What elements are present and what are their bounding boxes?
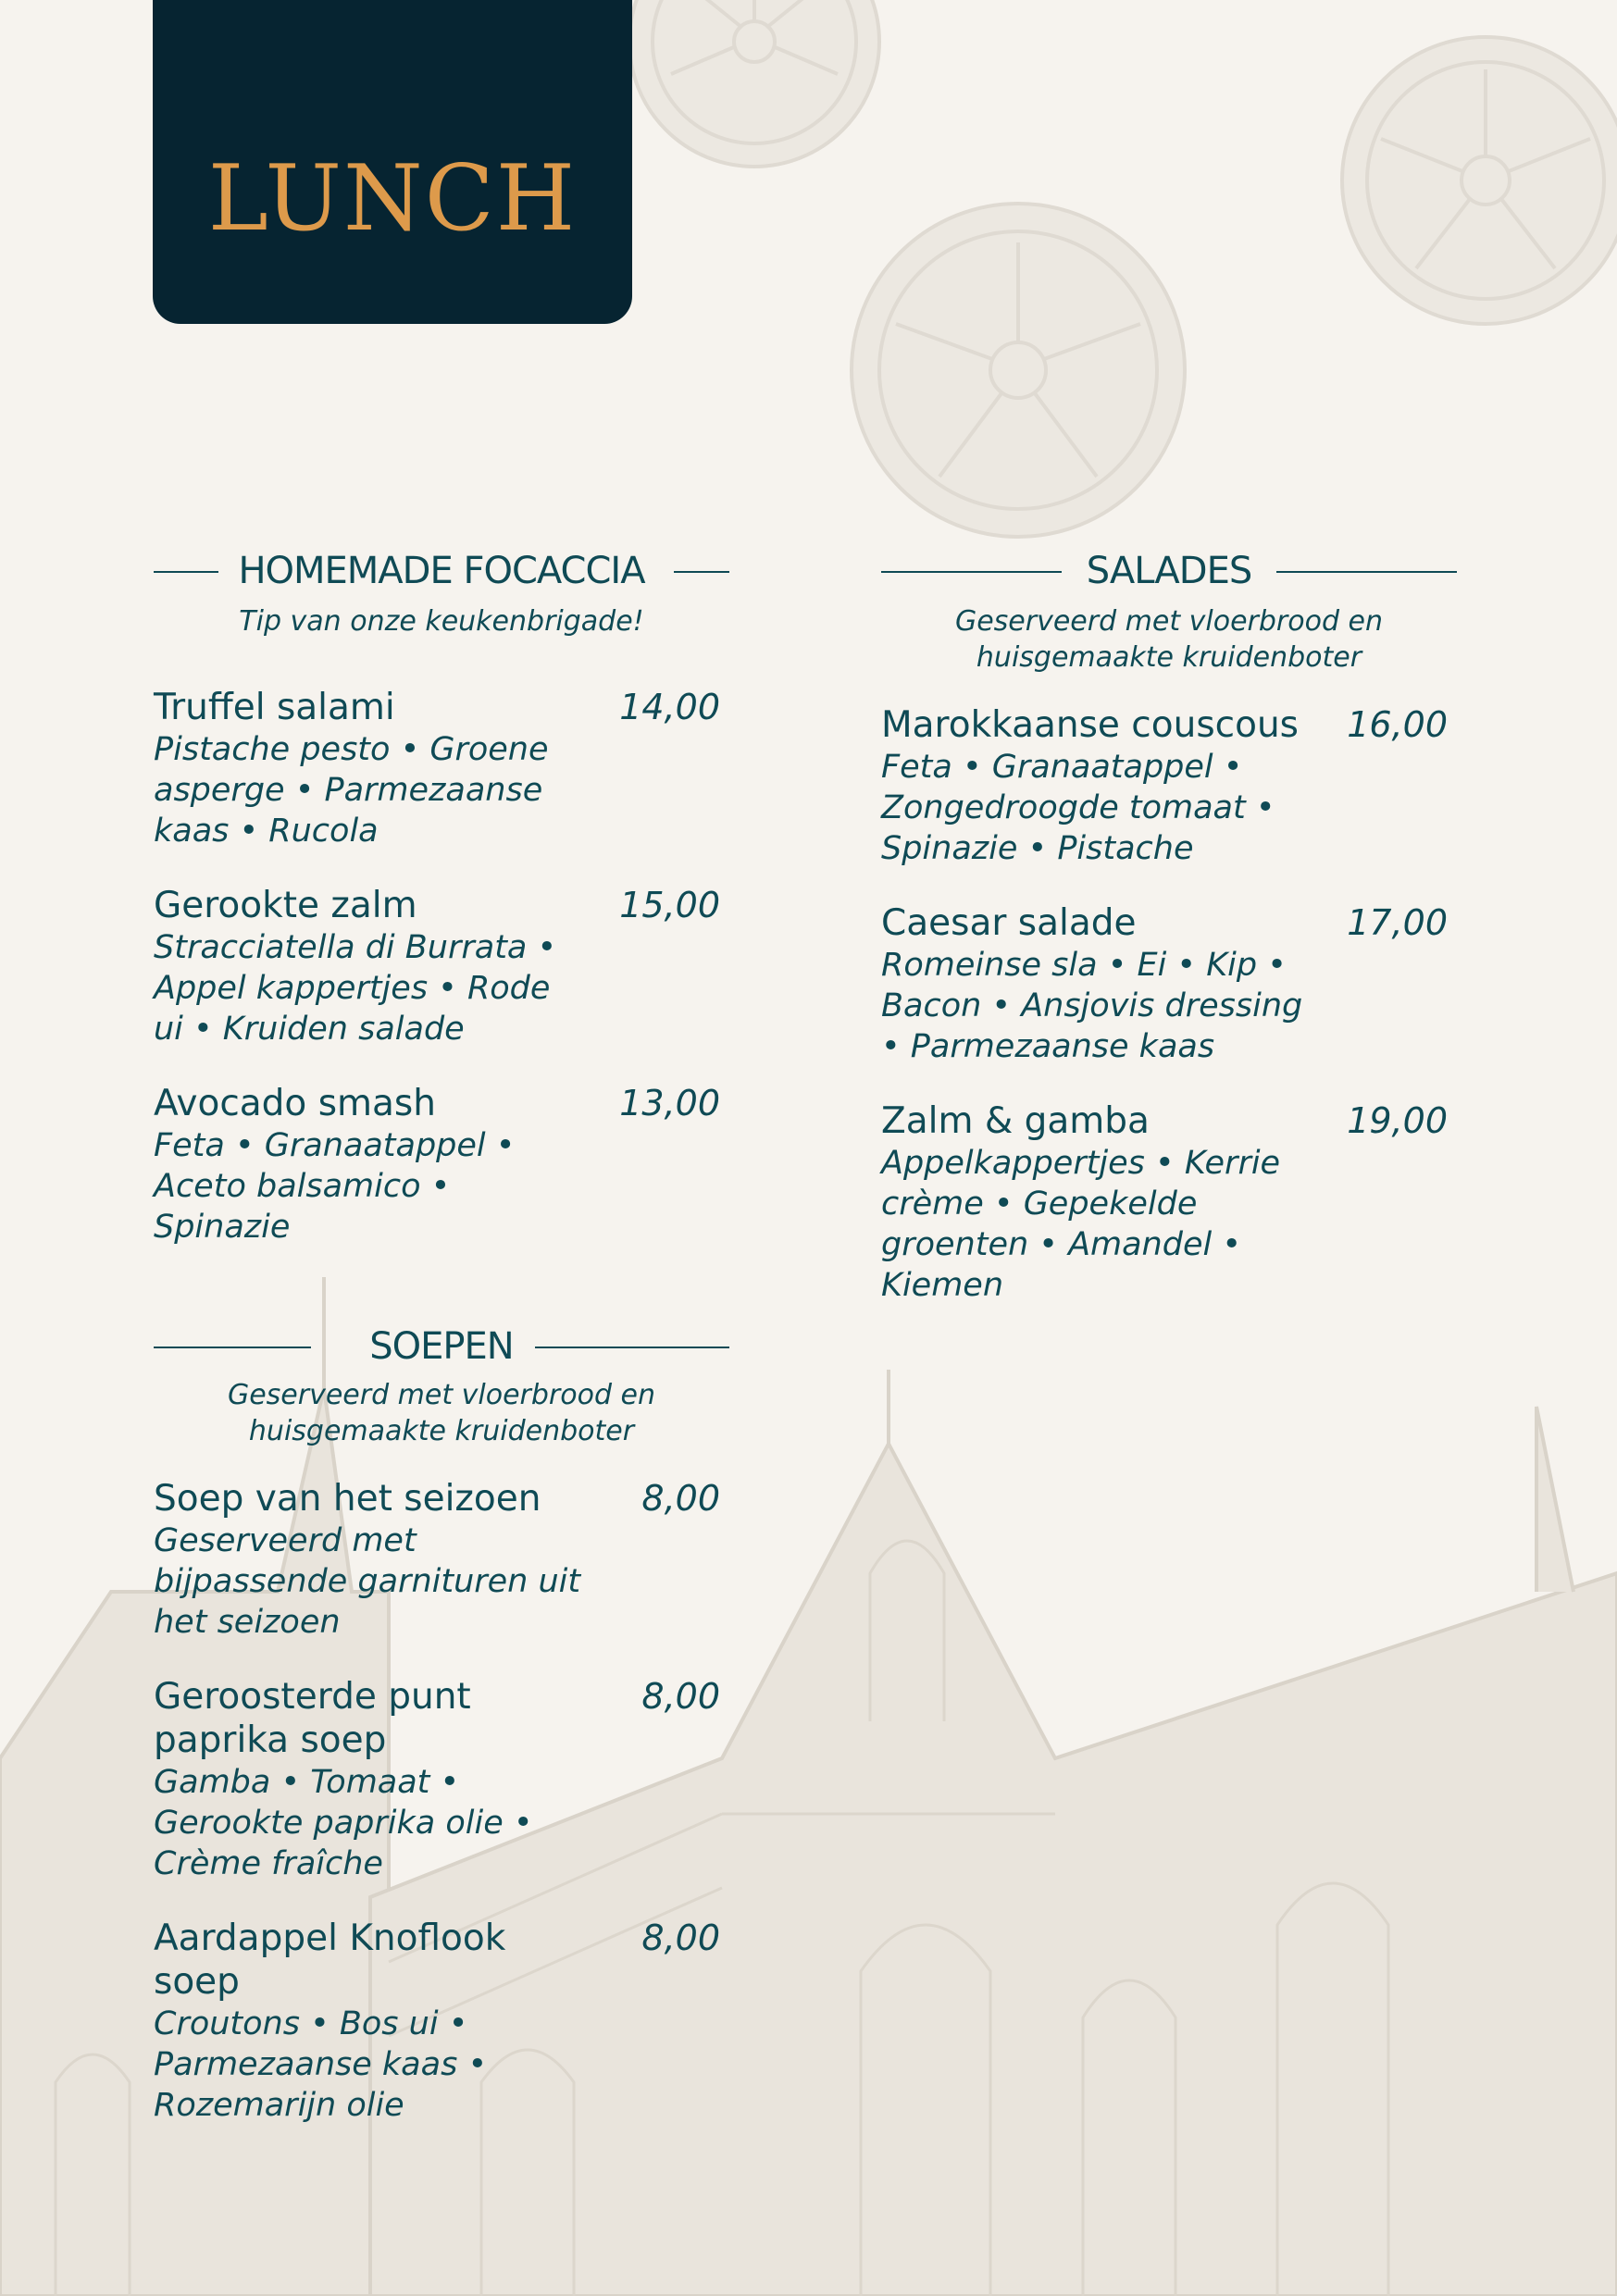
- tomato-slice-icon: [852, 204, 1185, 537]
- menu-item: [881, 703, 1457, 869]
- header-banner: [153, 0, 632, 324]
- item-name: Aardappel Knoflook soep: [154, 1917, 506, 2003]
- item-price: 14,00: [619, 687, 720, 727]
- section-header: [154, 548, 729, 594]
- item-description: Appelkappertjes • Kerrie crème • Gepekelde groenten • Amandel • Kiemen: [881, 1145, 1281, 1304]
- item-name: Avocado smash: [154, 1083, 436, 1124]
- menu-item: [154, 686, 729, 851]
- menu-item: [881, 1099, 1457, 1306]
- item-description: Croutons • Bos ui • Parmezaanse kaas • Rozemarijn olie: [154, 2005, 488, 2124]
- item-name: Zalm & gamba: [881, 1100, 1150, 1142]
- section-focaccia: [154, 548, 729, 1247]
- menu-item: [154, 884, 729, 1049]
- item-price: 8,00: [641, 1478, 720, 1519]
- item-price: 8,00: [641, 1917, 720, 1958]
- item-name: Soep van het seizoen: [154, 1478, 541, 1520]
- page-title: LUNCH: [207, 146, 578, 252]
- item-description: Geserveerd met bijpassende garnituren uit het seizoen: [154, 1522, 581, 1641]
- menu-item: [154, 1477, 729, 1643]
- menu-item: [154, 1917, 729, 2126]
- item-price: 19,00: [1347, 1100, 1448, 1141]
- menu-item: [154, 1082, 729, 1247]
- item-name: Gerookte zalm: [154, 885, 417, 926]
- section-header: [154, 1323, 729, 1370]
- section-title: HOMEMADE FOCACCIA: [238, 550, 645, 592]
- item-name: Marokkaanse couscous: [881, 704, 1299, 746]
- section-soepen: [154, 1323, 729, 2126]
- section-subtitle: Tip van onze keukenbrigade!: [239, 605, 644, 638]
- item-price: 8,00: [641, 1676, 720, 1717]
- tomato-slice-icon: [1342, 37, 1617, 324]
- item-description: Stracciatella di Burrata • Appel kappertjes • Rode ui • Kruiden salade: [154, 929, 557, 1048]
- item-price: 16,00: [1347, 704, 1448, 745]
- item-name: Geroosterde punt paprika soep: [154, 1676, 471, 1761]
- section-header: [881, 548, 1457, 594]
- section-salades: [881, 548, 1457, 1306]
- item-description: Romeinse sla • Ei • Kip • Bacon • Ansjovis dressing • Parmezaanse kaas: [881, 947, 1303, 1065]
- item-price: 13,00: [619, 1083, 720, 1123]
- item-description: Pistache pesto • Groene asperge • Parmezaanse kaas • Rucola: [154, 731, 549, 850]
- section-subtitle: Geserveerd met vloerbrood en huisgemaakte kruidenboter: [954, 605, 1384, 674]
- item-price: 17,00: [1347, 902, 1448, 943]
- menu-item: [881, 901, 1457, 1067]
- item-name: Truffel salami: [154, 687, 395, 728]
- tomato-slice-icon: [629, 0, 879, 167]
- item-name: Caesar salade: [881, 902, 1137, 944]
- section-title: SALADES: [1086, 550, 1252, 592]
- item-description: Gamba • Tomaat • Gerookte paprika olie • Crème fraîche: [154, 1764, 533, 1882]
- item-description: Feta • Granaatappel • Aceto balsamico • Spinazie: [154, 1127, 516, 1246]
- item-price: 15,00: [619, 885, 720, 925]
- section-subtitle: Geserveerd met vloerbrood en huisgemaakte kruidenboter: [227, 1379, 656, 1447]
- menu-item: [154, 1675, 729, 1884]
- section-title: SOEPEN: [369, 1325, 514, 1368]
- item-description: Feta • Granaatappel • Zongedroogde tomaat • Spinazie • Pistache: [881, 749, 1275, 867]
